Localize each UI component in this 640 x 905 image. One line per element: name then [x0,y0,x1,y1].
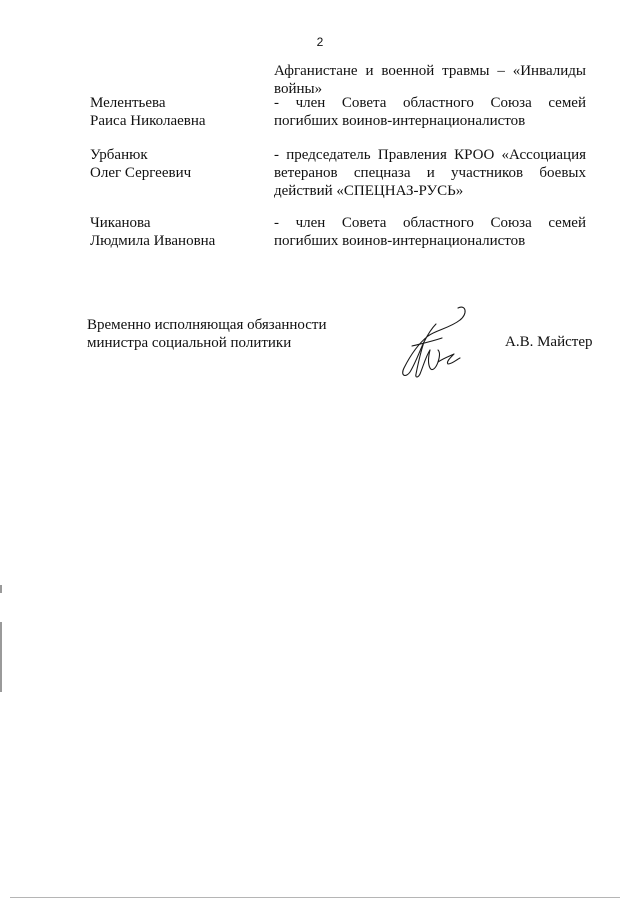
member-role: - член Совета областного Союза семей погибших воинов-интернационалистов [274,95,586,129]
member-given-names: Людмила Ивановна [90,233,216,249]
scan-edge-mark [0,585,2,593]
signatory-position-line: министра социальной политики [87,335,292,351]
signatory-position-line: Временно исполняющая обязанности [87,317,327,333]
handwritten-signature [396,302,472,382]
member-role: - член Совета областного Союза семей погибших воинов-интернационалистов [274,215,586,249]
member-name [90,214,270,250]
member-surname: Урбанюк [90,147,148,163]
member-given-names: Олег Сергеевич [90,165,192,181]
scan-bottom-edge [10,897,620,898]
signer-name: А.В. Майстер [505,334,593,350]
member-name [90,146,270,182]
scan-edge-mark [0,622,2,692]
member-surname: Мелентьева [90,95,166,111]
member-given-names: Раиса Николаевна [90,113,206,129]
signatory-position [87,316,347,352]
previous-role-continuation: Афганистане и военной травмы – «Инвалиды войны» [274,63,586,97]
page-number: 2 [316,35,324,49]
member-name [90,94,270,130]
member-surname: Чиканова [90,215,151,231]
member-role: - председатель Правления КРОО «Ассоциация ветеранов спецназа и участников боевых действий «СПЕЦНАЗ-РУСЬ» [274,147,586,199]
